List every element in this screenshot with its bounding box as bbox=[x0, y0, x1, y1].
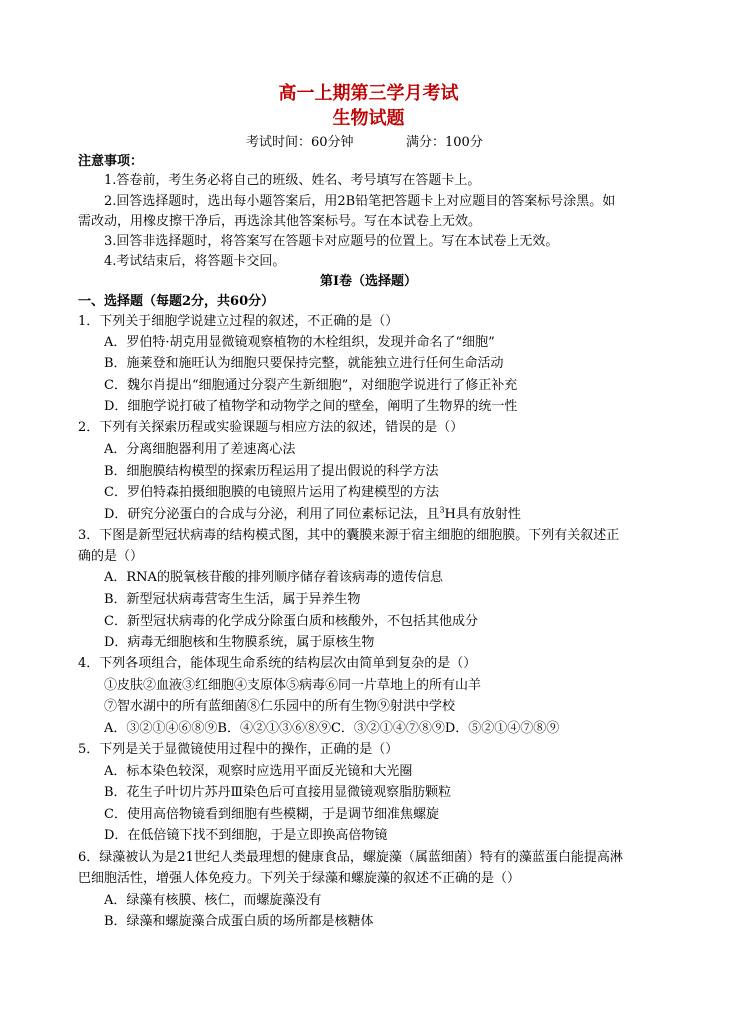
question-option: A．分离细胞器利用了差速离心法 bbox=[104, 442, 296, 457]
question-option: A．绿藻有核膜、核仁，而螺旋藻没有 bbox=[104, 893, 322, 908]
question-option: B．细胞膜结构模型的探索历程运用了提出假说的科学方法 bbox=[104, 464, 439, 479]
question-option: B．绿藻和螺旋藻合成蛋白质的场所都是核糖体 bbox=[104, 914, 374, 929]
question-item-list: ⑦智水湖中的所有蓝细菌⑧仁乐园中的所有生物⑨射洪中学校 bbox=[104, 699, 456, 714]
question-option: C．新型冠状病毒的化学成分除蛋白质和核酸外，不包括其他成分 bbox=[104, 614, 478, 629]
note-item: 1.答卷前，考生务必将自己的班级、姓名、考号填写在答题卡上。 bbox=[104, 173, 481, 188]
question-option: D．病毒无细胞核和生物膜系统，属于原核生物 bbox=[104, 635, 375, 650]
question-stem: 5．下列是关于显微镜使用过程中的操作，正确的是（） bbox=[78, 742, 399, 757]
note-item: 4.考试结束后，将答题卡交回。 bbox=[104, 254, 286, 269]
notes-heading: 注意事项： bbox=[78, 154, 144, 169]
question-option: A．RNA的脱氧核苷酸的排列顺序储存着该病毒的遗传信息 bbox=[104, 570, 443, 585]
exam-subtitle: 生物试题 bbox=[332, 108, 405, 129]
question-option: D．在低倍镜下找不到细胞，于是立即换高倍物镜 bbox=[104, 828, 388, 843]
note-item: 3.回答非选择题时，将答案写在答题卡对应题号的位置上。写在本试卷上无效。 bbox=[104, 234, 559, 249]
question-option: B．花生子叶切片苏丹Ⅲ染色后可直接用显微镜观察脂肪颗粒 bbox=[104, 785, 452, 800]
question-option: A．③②①④⑥⑧⑨B．④②①③⑥⑧⑨C．③②①④⑦⑧⑨D．⑤②①④⑦⑧⑨ bbox=[104, 721, 560, 736]
note-item: 2.回答选择题时，选出每小题答案后，用2B铅笔把答题卡上对应题目的答案标号涂黑。如 bbox=[104, 194, 616, 209]
question-option: C．罗伯特森拍摄细胞膜的电镜照片运用了构建模型的方法 bbox=[104, 485, 439, 500]
option-text-tail: H具有放射性 bbox=[444, 507, 521, 522]
note-item: 需改动，用橡皮擦干净后，再选涂其他答案标号。写在本试卷上无效。 bbox=[78, 214, 482, 229]
question-stem: 1．下列关于细胞学说建立过程的叙述，不正确的是（） bbox=[78, 314, 399, 329]
question-stem: 确的是（） bbox=[78, 549, 144, 564]
question-option: D．细胞学说打破了植物学和动物学之间的壁垒，阐明了生物界的统一性 bbox=[104, 399, 518, 414]
full-score: 满分：100分 bbox=[406, 135, 483, 150]
question-stem: 3．下图是新型冠状病毒的结构模式图，其中的囊膜来源于宿主细胞的细胞膜。下列有关叙述正 bbox=[78, 528, 620, 543]
question-stem: 巴细胞活性，增强人体免疫力。下列关于绿藻和螺旋藻的叙述不正确的是（） bbox=[78, 871, 521, 886]
question-option: A．标本染色较深，观察时应选用平面反光镜和大光圈 bbox=[104, 764, 413, 779]
question-stem: 4．下列各项组合，能体现生命系统的结构层次由简单到复杂的是（） bbox=[78, 656, 477, 671]
question-option: B．新型冠状病毒营寄生生活，属于异养生物 bbox=[104, 592, 361, 607]
question-option: B．施莱登和施旺认为细胞只要保持完整，就能独立进行任何生命活动 bbox=[104, 356, 504, 371]
section-heading: 一、选择题（每题2分，共60分） bbox=[78, 294, 275, 309]
question-stem: 2．下列有关探索历程或实验课题与相应方法的叙述，错误的是（） bbox=[78, 420, 464, 435]
question-item-list: ①皮肤②血液③红细胞④支原体⑤病毒⑥同一片草地上的所有山羊 bbox=[104, 678, 482, 693]
isotope-superscript: 3 bbox=[439, 505, 445, 515]
question-option: C．使用高倍物镜看到细胞有些模糊，于是调节细准焦螺旋 bbox=[104, 807, 439, 822]
question-option: A．罗伯特·胡克用显微镜观察植物的木栓组织，发现并命名了“细胞” bbox=[104, 335, 495, 350]
question-stem: 6．绿藻被认为是21世纪人类最理想的健康食品，螺旋藻（属蓝细菌）特有的藻蓝蛋白能提高淋 bbox=[78, 850, 623, 865]
exam-time: 考试时间：60分钟 bbox=[246, 135, 354, 150]
question-option bbox=[104, 505, 521, 525]
option-text: D．研究分泌蛋白的合成与分泌，利用了同位素标记法，且 bbox=[104, 507, 440, 522]
volume-heading: 第Ⅰ卷（选择题） bbox=[319, 274, 418, 289]
question-option: C．魏尔肖提出“细胞通过分裂产生新细胞”，对细胞学说进行了修正补充 bbox=[104, 378, 518, 393]
exam-title: 高一上期第三学月考试 bbox=[278, 83, 459, 104]
